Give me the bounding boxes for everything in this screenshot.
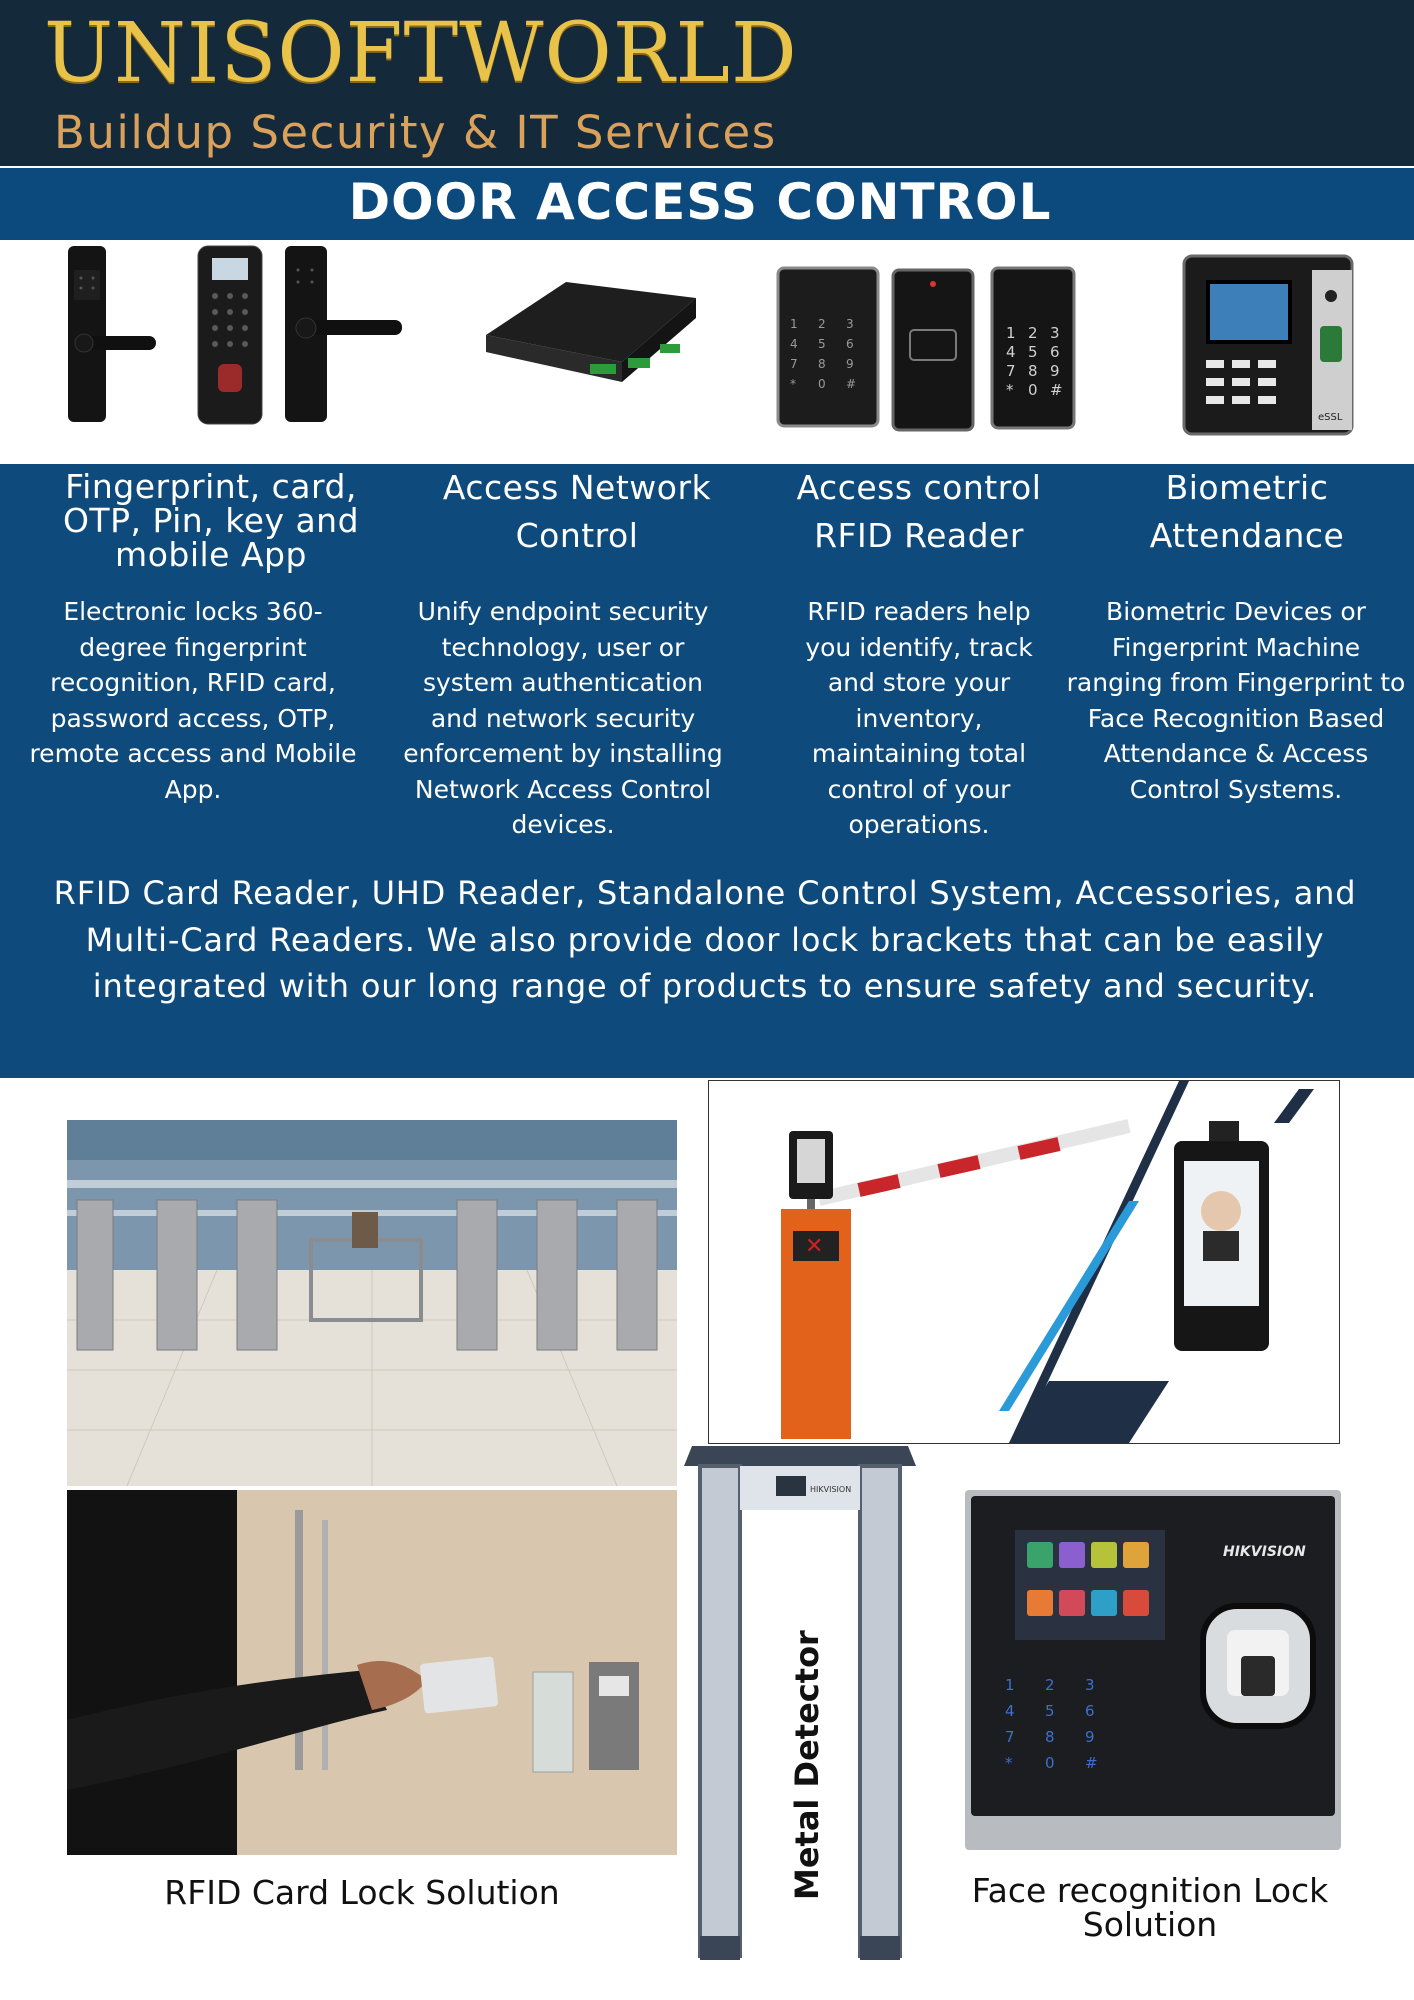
svg-text:HIKVISION: HIKVISION <box>810 1485 852 1494</box>
svg-text:4: 4 <box>1005 1702 1015 1720</box>
svg-text:✕: ✕ <box>805 1234 824 1259</box>
product-description: RFID readers help you identify, track and store your inventory, maintaining total control of your operations. <box>805 597 1033 839</box>
product-description: Biometric Devices or Fingerprint Machine ranging from Fingerprint to Face Recognition Based Attendance & Access Control Systems. <box>1066 597 1406 804</box>
svg-text:HIKVISION: HIKVISION <box>1223 1544 1306 1560</box>
svg-text:6: 6 <box>1050 343 1060 361</box>
svg-text:*: * <box>1006 381 1014 399</box>
svg-text:8: 8 <box>1045 1728 1055 1746</box>
page-title: DOOR ACCESS CONTROL <box>348 173 1052 231</box>
svg-text:2: 2 <box>1045 1676 1055 1694</box>
svg-text:6: 6 <box>1085 1702 1095 1720</box>
product-description: Electronic locks 360-degree fingerprint recognition, RFID card, password access, OTP, remote access and Mobile App. <box>29 597 357 804</box>
product-title: Biometric Attendance <box>1149 468 1345 555</box>
svg-text:#: # <box>1085 1754 1098 1772</box>
rfid-lock-caption: RFID Card Lock Solution <box>164 1873 560 1912</box>
svg-text:2: 2 <box>1028 324 1038 342</box>
svg-text:2: 2 <box>818 317 826 331</box>
brand-logo: UNISOFTWORLD <box>44 6 798 101</box>
face-lock-caption: Face recognition Lock Solution <box>971 1871 1329 1944</box>
svg-text:#: # <box>1050 381 1063 399</box>
svg-text:6: 6 <box>846 337 854 351</box>
fingerprint-keypad-image <box>198 246 262 424</box>
summary-text: RFID Card Reader, UHD Reader, Standalone Control System, Accessories, and Multi-Card Readers. We also provide door lock brackets that can be easily integrated with our long range of products to ensure safety and security. <box>53 874 1357 1005</box>
svg-text:9: 9 <box>1085 1728 1095 1746</box>
biometric-terminal-image <box>1184 256 1352 434</box>
svg-text:7: 7 <box>790 357 798 371</box>
rfid-numeric-reader-image <box>992 268 1074 428</box>
product-column-network-control <box>403 468 742 839</box>
svg-text:1: 1 <box>790 317 798 331</box>
svg-text:7: 7 <box>1005 1728 1015 1746</box>
product-column-rfid-reader <box>754 468 1084 839</box>
face-recognition-terminal-image <box>965 1490 1341 1850</box>
product-column-biometric <box>1066 468 1412 804</box>
svg-text:4: 4 <box>1006 343 1016 361</box>
svg-text:#: # <box>846 377 857 391</box>
smart-lock-image-2 <box>285 246 402 422</box>
metal-detector-caption: Metal Detector <box>788 1630 826 1900</box>
svg-text:3: 3 <box>846 317 854 331</box>
rfid-keypad-reader-image <box>778 268 878 426</box>
product-title: Fingerprint, card, OTP, Pin, key and mobile App <box>62 467 360 574</box>
svg-text:8: 8 <box>818 357 826 371</box>
svg-text:9: 9 <box>846 357 854 371</box>
product-title: Access control RFID Reader <box>796 468 1042 555</box>
svg-text:eSSL: eSSL <box>1318 412 1343 423</box>
svg-text:5: 5 <box>1045 1702 1055 1720</box>
svg-text:0: 0 <box>1028 381 1038 399</box>
svg-text:*: * <box>790 377 796 391</box>
product-description: Unify endpoint security technology, user or system authentication and network security enforcement by installing Network Access Control devices. <box>403 597 723 839</box>
svg-text:*: * <box>1005 1754 1013 1772</box>
svg-text:8: 8 <box>1028 362 1038 380</box>
svg-text:4: 4 <box>790 337 798 351</box>
svg-text:5: 5 <box>818 337 826 351</box>
svg-text:0: 0 <box>818 377 826 391</box>
rfid-card-door-image <box>67 1490 677 1855</box>
product-images-row <box>0 240 1414 464</box>
boom-barrier-face-image <box>708 1080 1340 1444</box>
smart-lock-image <box>68 246 156 422</box>
rfid-card-reader-image <box>893 270 973 430</box>
product-title: Access Network Control <box>442 468 712 555</box>
brand-tagline: Buildup Security & IT Services <box>54 106 777 159</box>
product-column-smart-lock <box>29 467 376 804</box>
svg-text:1: 1 <box>1005 1676 1015 1694</box>
turnstile-gates-image <box>67 1120 677 1486</box>
svg-text:3: 3 <box>1050 324 1060 342</box>
svg-text:1: 1 <box>1006 324 1016 342</box>
svg-text:5: 5 <box>1028 343 1038 361</box>
svg-text:3: 3 <box>1085 1676 1095 1694</box>
svg-text:0: 0 <box>1045 1754 1055 1772</box>
svg-text:9: 9 <box>1050 362 1060 380</box>
svg-text:7: 7 <box>1006 362 1016 380</box>
network-controller-image <box>486 282 696 382</box>
